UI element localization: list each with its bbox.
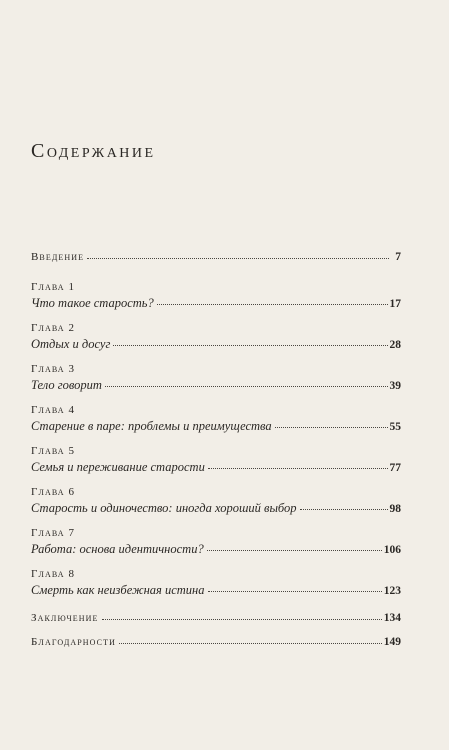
dot-leader	[157, 303, 388, 305]
dot-leader	[275, 426, 388, 428]
chapter-title: Что такое старость?	[31, 296, 154, 310]
dot-leader	[113, 344, 387, 346]
page-number: 28	[389, 339, 401, 351]
chapter-label: Глава 1	[31, 281, 76, 293]
chapter-label: Глава 7	[31, 527, 76, 539]
toc-entry-chapter-6[interactable]	[31, 485, 401, 517]
dot-leader	[300, 508, 388, 510]
chapter-label: Глава 5	[31, 445, 76, 457]
dot-leader	[208, 590, 382, 592]
toc-entry-chapter-1[interactable]	[31, 280, 401, 312]
chapter-title: Старение в паре: проблемы и преимущества	[31, 419, 272, 433]
page-number: 77	[389, 462, 401, 474]
entry-title: Благодарности	[31, 636, 116, 648]
toc-entry-acknowledgments[interactable]	[31, 633, 401, 651]
dot-leader	[102, 618, 382, 620]
chapter-label: Глава 2	[31, 322, 76, 334]
page-number: 98	[389, 503, 401, 515]
page-number: 7	[395, 251, 401, 263]
toc-entry-chapter-8[interactable]	[31, 567, 401, 599]
toc-entry-chapter-7[interactable]	[31, 526, 401, 558]
dot-leader	[87, 257, 389, 259]
page-number: 149	[383, 636, 401, 648]
chapter-title: Отдых и досуг	[31, 337, 111, 351]
toc-entry-conclusion[interactable]	[31, 609, 401, 627]
chapter-label: Глава 8	[31, 568, 76, 580]
page-number: 123	[383, 585, 401, 597]
chapter-title: Семья и переживание старости	[31, 460, 205, 474]
dot-leader	[105, 385, 388, 387]
page-number: 55	[389, 421, 401, 433]
toc-entry-chapter-4[interactable]	[31, 403, 401, 435]
table-of-contents	[31, 248, 401, 651]
toc-entry-chapter-3[interactable]	[31, 362, 401, 394]
dot-leader	[119, 642, 382, 644]
chapter-title: Старость и одиночество: иногда хороший выбор	[31, 501, 297, 515]
chapter-label: Глава 6	[31, 486, 76, 498]
toc-heading: Содержание	[31, 140, 156, 162]
page-number: 106	[383, 544, 401, 556]
toc-entry-chapter-5[interactable]	[31, 444, 401, 476]
chapter-label: Глава 3	[31, 363, 76, 375]
page-number: 17	[389, 298, 401, 310]
dot-leader	[207, 549, 382, 551]
dot-leader	[208, 467, 388, 469]
entry-title: Введение	[31, 251, 85, 263]
toc-entry-chapter-2[interactable]	[31, 321, 401, 353]
chapter-title: Тело говорит	[31, 378, 102, 392]
entry-title: Заключение	[31, 612, 99, 624]
toc-entry-intro[interactable]	[31, 248, 401, 266]
page-number: 39	[389, 380, 401, 392]
chapter-label: Глава 4	[31, 404, 76, 416]
chapter-title: Смерть как неизбежная истина	[31, 583, 205, 597]
chapter-title: Работа: основа идентичности?	[31, 542, 204, 556]
page-number: 134	[383, 612, 401, 624]
